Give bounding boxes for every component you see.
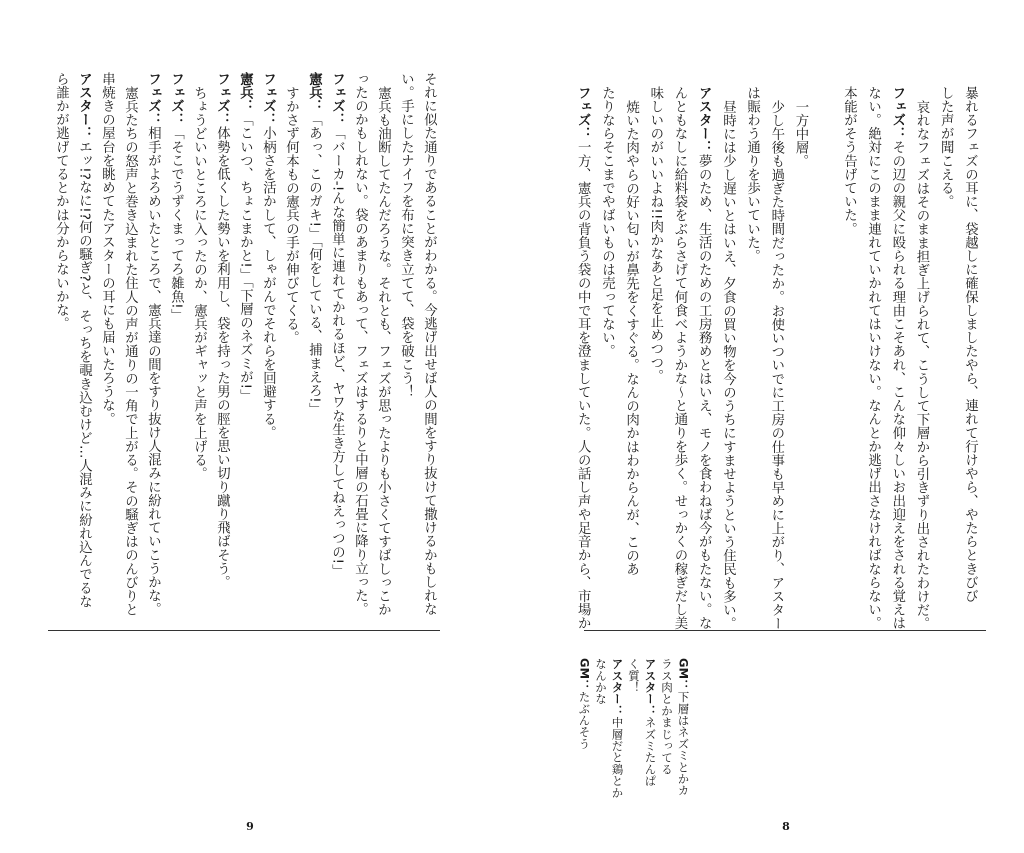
speaker-label: GM： — [577, 658, 592, 691]
line-text: 夢のため、生活のための工房務めとはいえ、モノを食わねば今がもたない。な — [696, 154, 712, 630]
line-text: ネズミたんぱ — [643, 716, 658, 787]
text-column — [721, 86, 734, 630]
text-column — [100, 72, 113, 426]
line-text: 憲兵たちの怒声と巻き込まれた住人の声が通りの一角で上がる。その騒ぎはのんびりと — [122, 86, 138, 617]
text-column — [215, 72, 228, 589]
page-number: 9 — [246, 820, 254, 833]
line-text: 焼いた肉やらの好い匂いが鼻先をくすぐる。なんの肉かはわからんが、このあ — [623, 100, 639, 576]
line-text: 暴れるフェズの耳に、袋越しに確保しましたやら、連れて行けやら、やたらときびび — [962, 86, 978, 603]
text-column — [600, 86, 613, 358]
line-text: それに似た通りであることがわかる。今逃げ出せば人の間をすり抜けて撒けるかもしれな — [421, 72, 437, 616]
line-text: たぶんそう — [577, 690, 592, 750]
footnote-divider — [48, 630, 440, 631]
line-text: すかさず何本もの憲兵の手が伸びてくる。 — [283, 86, 299, 345]
speaker-label: フェズ： — [575, 86, 591, 141]
text-column — [624, 86, 637, 576]
line-text: 憲兵も油断してたんだろうな。それとも、フェズが思ったよりも小さくてすばしっこか — [375, 86, 391, 617]
side-note-line — [677, 658, 689, 796]
line-text: 本能がそう告げていた。 — [841, 86, 857, 236]
text-column — [697, 86, 710, 630]
text-column — [915, 86, 928, 630]
text-column — [238, 72, 251, 403]
line-text: ったのかもしれない。袋のあまりもあって、フェズはするりと中層の石畳に降り立った。 — [352, 72, 368, 616]
line-text: なんかな — [594, 658, 608, 705]
side-note-line — [628, 658, 640, 693]
line-text: 小柄さを活かして、しゃがんでそれらを回避する。 — [260, 126, 276, 440]
text-column — [353, 72, 366, 616]
text-column — [939, 86, 952, 208]
line-text: 中層だと鶏とか — [610, 716, 625, 799]
line-text: は賑わう通りを歩いていた。 — [744, 86, 760, 263]
side-note-line — [595, 658, 607, 705]
line-text: く質！ — [627, 658, 641, 694]
speaker-label: アスター： — [696, 86, 712, 154]
text-column — [576, 86, 589, 630]
page-number: 8 — [782, 820, 790, 833]
line-text: ない。絶対にこのまま連れていかれてはいけない。なんとか逃げ出さなければならない。 — [865, 86, 881, 630]
text-column — [963, 86, 976, 603]
side-note-line — [661, 658, 673, 775]
line-text: 哀れなフェズはそのまま担ぎ上げられて、こうして下層から引きずり出されたわけだ。 — [914, 100, 929, 631]
side-note-line — [611, 658, 623, 798]
line-text: 少し午後も過ぎた時間だったか。お使いついでに工房の仕事も早めに上がり、アスター — [768, 100, 784, 631]
line-text: たりならそこまでやばいものは売ってない。 — [599, 86, 615, 358]
speaker-label: アスター： — [76, 72, 92, 140]
text-column — [794, 86, 807, 168]
text-column — [77, 72, 90, 608]
text-column — [261, 72, 274, 439]
text-column — [284, 72, 297, 344]
text-column — [123, 72, 136, 616]
line-text: ちょうどいいところに入ったのか、憲兵がギャッと声を上げる。 — [191, 86, 207, 481]
line-text: エッ!?なに!?何の騒ぎ?と、そっちを覗き込むけど…人混みに紛れ込んでるな — [76, 140, 92, 609]
speaker-label: アスター： — [643, 658, 658, 717]
text-column — [54, 72, 67, 330]
text-column — [422, 72, 435, 616]
text-column — [330, 72, 343, 578]
line-text: ら誰かが逃げてるとかは分からないかな。 — [53, 72, 69, 331]
line-text: 一方、憲兵の背負う袋の中で耳を澄ましていた。人の話し声や足音から、市場か — [575, 140, 591, 631]
text-column — [866, 86, 879, 630]
speaker-label: フェズ： — [889, 86, 905, 141]
line-text: い。手にしたナイフを布に突き立てて、袋を破こう！ — [398, 72, 414, 399]
text-column — [890, 86, 903, 630]
text-column — [648, 86, 661, 383]
line-text: その辺の親父に殴られる理由こそあれ、こんな仰々しいお出迎えをされる覚えは — [889, 140, 905, 631]
line-text: 一方中層。 — [793, 100, 808, 168]
speaker-label: フェズ： — [168, 72, 184, 127]
speaker-label: フェズ： — [145, 72, 161, 127]
line-text: 「バーカ-!んな簡単に連れてかれるほど、ヤワな生き方してねえっつの!」 — [329, 126, 345, 578]
text-column — [842, 86, 855, 236]
line-text: 相手がよろめいたところで、憲兵達の間をすり抜け人混みに紛れていこうかな。 — [145, 126, 161, 617]
line-text: ラス肉とかまじってる — [660, 658, 674, 775]
line-text: 串焼きの屋台を眺めてたアスターの耳にも届いたろうな。 — [99, 72, 115, 426]
text-column — [745, 86, 758, 263]
line-text: んともなしに給料袋をぶらさげて何食べようかな～と通りを歩く。せっかくの稼ぎだし美 — [672, 86, 687, 630]
side-note-line — [644, 658, 656, 787]
text-column — [192, 72, 205, 480]
text-column — [399, 72, 412, 398]
text-column — [769, 86, 782, 630]
text-column — [673, 86, 686, 630]
speaker-label: 憲兵： — [237, 72, 253, 113]
line-text: 下層はネズミとかカ — [676, 690, 691, 797]
text-column — [376, 72, 389, 616]
text-column — [146, 72, 159, 616]
text-column — [169, 72, 182, 322]
line-text: 「あっ、このガキ!」「何をしている、捕まえろ!」 — [306, 112, 322, 417]
speaker-label: アスター： — [610, 658, 625, 717]
footnote-divider — [584, 630, 986, 631]
speaker-label: フェズ： — [329, 72, 345, 127]
speaker-label: フェズ： — [214, 72, 230, 127]
line-text: 体勢を低くした勢いを利用し、袋を持った男の脛を思い切り蹴り飛ばそう。 — [214, 126, 230, 589]
right-page — [512, 0, 1024, 853]
line-text: 味しいのがいいよね!!肉かなあと足を止めつつ。 — [647, 86, 663, 383]
side-note-line — [578, 658, 590, 749]
line-text: した声が聞こえる。 — [938, 86, 954, 209]
speaker-label: フェズ： — [260, 72, 276, 127]
line-text: 昼時には少し遅いとはいえ、夕食の買い物を今のうちにすませようという住民も多い。 — [720, 100, 736, 631]
speaker-label: GM： — [676, 658, 691, 691]
speaker-label: 憲兵： — [306, 72, 322, 113]
line-text: 「そこでうずくまってろ雑魚!」 — [168, 126, 184, 323]
text-column — [307, 72, 320, 416]
line-text: 「こいつ、ちょこまかと!」「下層のネズミが!」 — [237, 112, 253, 403]
